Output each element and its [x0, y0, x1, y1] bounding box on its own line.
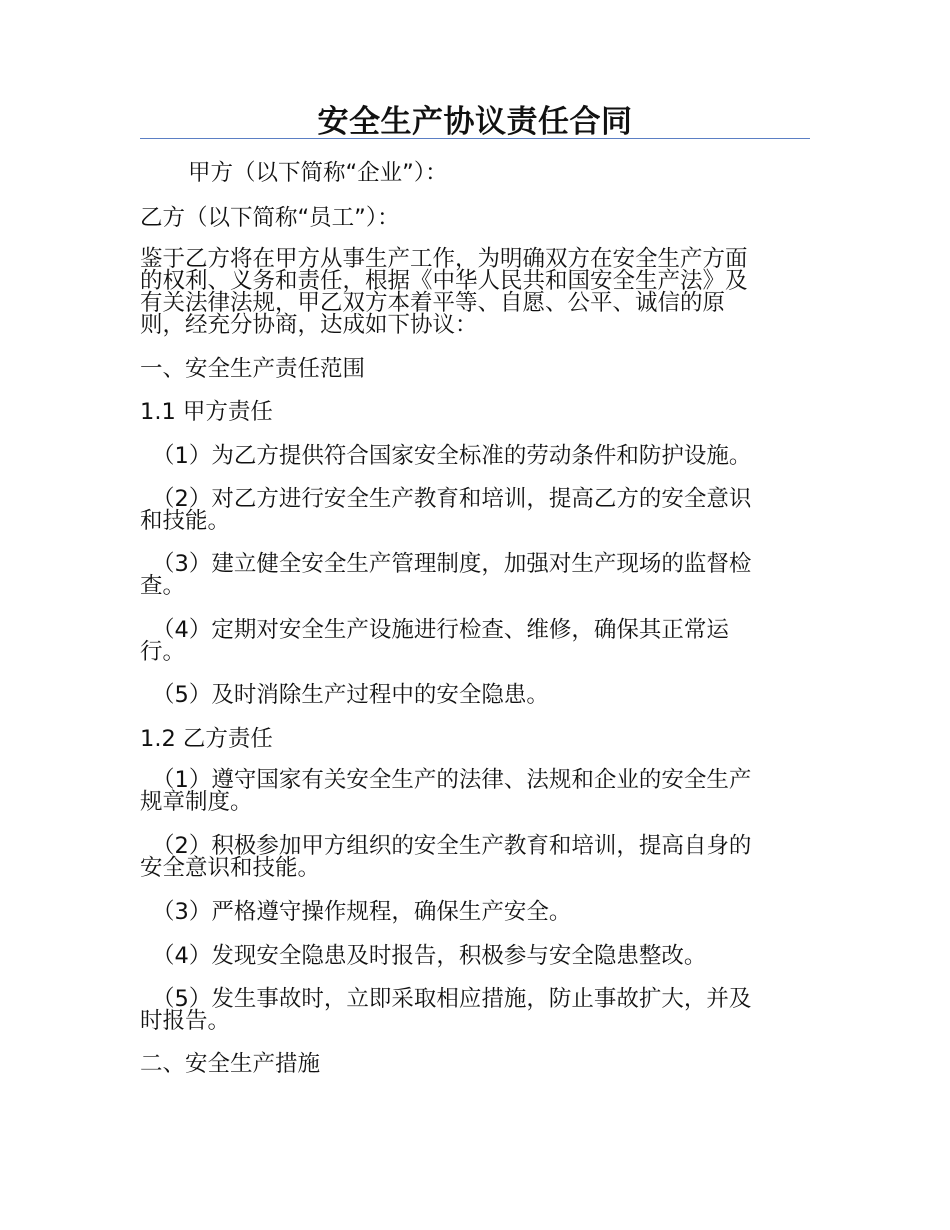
- party-b-line: 乙方（以下简称“员工”）：: [140, 205, 400, 231]
- list-item-text: 行。: [140, 639, 186, 665]
- list-item-text: （5）发生事故时，立即采取相应措施，防止事故扩大，并及: [152, 986, 752, 1012]
- list-item-text: （2）对乙方进行安全生产教育和培训，提高乙方的安全意识: [152, 486, 752, 512]
- list-item-text: 和技能。: [140, 508, 231, 534]
- list-item-text: 查。: [140, 573, 186, 599]
- title-underline: [140, 138, 810, 139]
- list-item: [140, 901, 832, 923]
- list-item: [140, 445, 832, 467]
- list-item: [140, 945, 832, 967]
- list-item: [140, 835, 832, 879]
- list-item-text: （3）建立健全安全生产管理制度，加强对生产现场的监督检: [152, 551, 752, 577]
- list-item-text: 规章制度。: [140, 789, 253, 815]
- section-heading: 一、安全生产责任范围: [140, 356, 366, 382]
- preamble-line: 则，经充分协商，达成如下协议：: [140, 312, 478, 338]
- list-item-text: （4）定期对安全生产设施进行检查、维修，确保其正常运: [152, 617, 729, 643]
- list-item-text: 时报告。: [140, 1008, 231, 1034]
- list-item: [140, 684, 832, 706]
- party-a-line: 甲方（以下简称“企业”）：: [188, 160, 448, 186]
- list-item-text: （1）为乙方提供符合国家安全标准的劳动条件和防护设施。: [152, 443, 752, 469]
- list-item: [140, 488, 832, 532]
- preamble-line: 有关法律法规，甲乙双方本着平等、自愿、公平、诚信的原: [140, 290, 726, 316]
- document-title: 安全生产协议责任合同: [317, 104, 633, 140]
- subsection-heading: 1.2 乙方责任: [140, 726, 273, 752]
- list-item: [140, 988, 832, 1032]
- preamble-line: 鉴于乙方将在甲方从事生产工作，为明确双方在安全生产方面: [140, 246, 748, 272]
- list-item-text: （1）遵守国家有关安全生产的法律、法规和企业的安全生产: [152, 767, 752, 793]
- list-item-text: 安全意识和技能。: [140, 855, 321, 881]
- subsection-heading: 1.1 甲方责任: [140, 399, 273, 425]
- preamble-line: 的权利、义务和责任，根据《中华人民共和国安全生产法》及: [140, 268, 748, 294]
- list-item: [140, 769, 832, 813]
- list-item: [140, 553, 832, 597]
- list-item-text: （2）积极参加甲方组织的安全生产教育和培训，提高自身的: [152, 833, 752, 859]
- list-item: [140, 619, 832, 663]
- list-item-text: （5）及时消除生产过程中的安全隐患。: [152, 682, 549, 708]
- preamble-paragraph: [140, 248, 820, 336]
- list-item-text: （3）严格遵守操作规程，确保生产安全。: [152, 899, 572, 925]
- list-item-text: （4）发现安全隐患及时报告，积极参与安全隐患整改。: [152, 943, 707, 969]
- section-heading: 二、安全生产措施: [140, 1051, 321, 1077]
